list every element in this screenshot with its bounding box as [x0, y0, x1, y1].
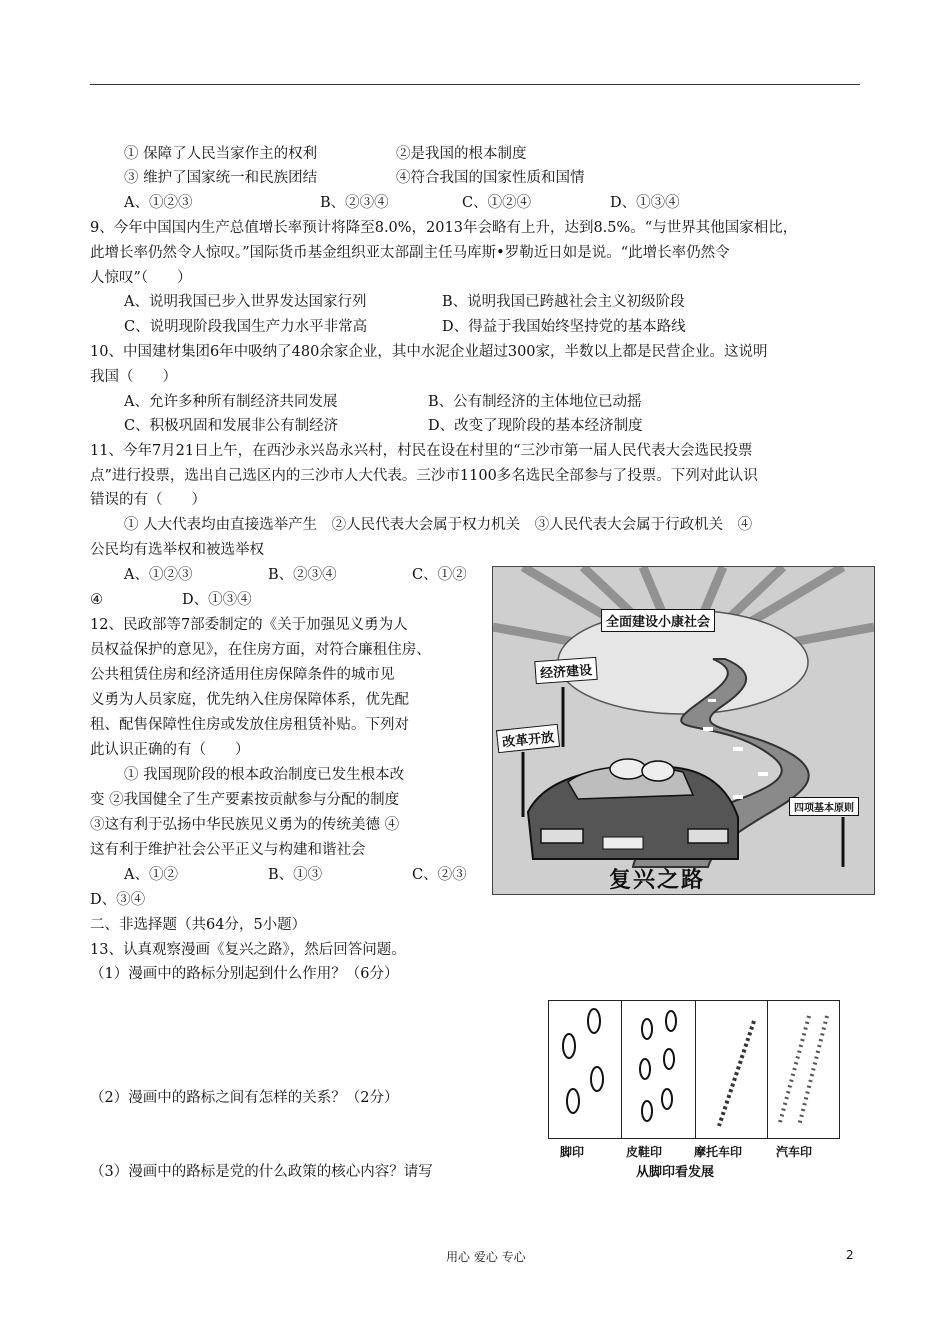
q12-line-3: 公共租赁住房和经济适用住房保障条件的城市见: [90, 667, 395, 683]
q12-line-5: 租、配售保障性住房或发放住房租赁补贴。下列对: [90, 717, 409, 733]
q9-line-2: 此增长率仍然令人惊叹。”国际货币基金组织亚太部副主任马库斯•罗勒近日如是说。“此增长率仍然令: [90, 245, 730, 261]
footprint-label-shoes: 皮鞋印: [626, 1145, 663, 1159]
q10-choice-c: C、积极巩固和发展非公有制经济: [124, 418, 339, 434]
footprint-label-motorbike: 摩托车印: [694, 1145, 743, 1159]
footprint-label-car: 汽车印: [776, 1145, 813, 1159]
q12-line-9: ③这有利于弘扬中华民族见义勇为的传统美德 ④: [90, 817, 400, 833]
q11-line-5: 公民均有选举权和被选举权: [90, 542, 264, 558]
q8-option-4: ④符合我国的国家性质和国情: [396, 170, 585, 186]
cartoon-banner: 全面建设小康社会: [601, 609, 715, 632]
q10-line-1: 10、中国建材集团6年中吸纳了480余家企业，其中水泥企业超过300家，半数以上都是民营企业。这说明: [90, 344, 768, 360]
q8-option-3: ③ 维护了国家统一和民族团结: [124, 170, 318, 186]
header-rule: [90, 84, 860, 85]
q11-choice-d: D、①③④: [182, 592, 252, 608]
footprints-figure: [548, 1000, 840, 1139]
q11-line-1: 11、今年7月21日上午，在西沙永兴岛永兴村，村民在设在村里的“三沙市第一届人民代表大会选民投票: [90, 443, 753, 459]
footprint-label-feet: 脚印: [560, 1145, 585, 1159]
q13-part-1: （1）漫画中的路标分别起到什么作用？（6分）: [90, 966, 399, 982]
cartoon-sign-economy: 经济建设: [534, 657, 597, 684]
q10-choice-d: D、改变了现阶段的基本经济制度: [428, 418, 643, 434]
q8-option-2: ②是我国的根本制度: [396, 146, 527, 162]
q12-line-4: 义勇为人员家庭，优先纳入住房保障体系，优先配: [90, 692, 409, 708]
q11-choice-c: C、①②: [412, 567, 467, 583]
q9-choice-d: D、得益于我国始终坚持党的基本路线: [442, 319, 686, 335]
q12-line-8: 变 ②我国健全了生产要素按贡献参与分配的制度: [90, 792, 400, 808]
q12-choice-d: D、③④: [90, 892, 146, 908]
q11-choice-c-continued: ④: [90, 592, 103, 608]
q12-choice-b: B、①③: [268, 867, 323, 883]
q9-line-3: 人惊叹”（ ）: [90, 270, 192, 286]
q13-part-3: （3）漫画中的路标是党的什么政策的核心内容？请写: [90, 1164, 433, 1180]
q9-choice-c: C、说明现阶段我国生产力水平非常高: [124, 319, 368, 335]
footprint-marks: [549, 1001, 839, 1138]
cartoon-sign-principles: 四项基本原则: [789, 797, 859, 816]
q8-choice-b: B、②③④: [320, 195, 389, 211]
q8-choice-a: A、①②③: [124, 195, 193, 211]
q9-line-1: 9、今年中国国内生产总值增长率预计将降至8.0%，2013年会略有上升，达到8.5%。“与世界其他国家相比，: [90, 220, 798, 236]
q12-line-2: 员权益保护的意见》，在住房方面，对符合廉租住房、: [90, 642, 431, 658]
page-number: 2: [846, 1248, 854, 1262]
q9-choice-b: B、说明我国已跨越社会主义初级阶段: [442, 294, 685, 310]
q10-line-2: 我国（ ）: [90, 369, 177, 385]
q12-choice-a: A、①②: [124, 867, 178, 883]
section-2-heading: 二、非选择题（共64分，5小题）: [90, 917, 307, 933]
q13-part-2: （2）漫画中的路标之间有怎样的关系？（2分）: [90, 1090, 399, 1106]
q10-choice-b: B、公有制经济的主体地位已动摇: [428, 394, 642, 410]
cartoon-title: 复兴之路: [609, 868, 706, 893]
q10-choice-a: A、允许多种所有制经济共同发展: [124, 394, 338, 410]
cartoon-sign-reform: 改革开放: [496, 724, 560, 753]
q11-choice-a: A、①②③: [124, 567, 193, 583]
q11-line-3: 错误的有（ ）: [90, 492, 206, 508]
q12-line-6: 此认识正确的有（ ）: [90, 742, 250, 758]
q11-line-4: ① 人大代表均由直接选举产生 ②人民代表大会属于权力机关 ③人民代表大会属于行政机关 ④: [124, 517, 753, 533]
q8-choice-c: C、①②④: [462, 195, 532, 211]
q11-line-2: 点”进行投票，选出自己选区内的三沙市人大代表。三沙市1100多名选民全部参与了投票。下列对此认识: [90, 468, 758, 484]
q11-choice-b: B、②③④: [268, 567, 337, 583]
q8-choice-d: D、①③④: [610, 195, 680, 211]
q12-line-10: 这有利于维护社会公平正义与构建和谐社会: [90, 842, 366, 858]
cartoon-road-to-rejuvenation: [492, 566, 875, 895]
q9-choice-a: A、说明我国已步入世界发达国家行列: [124, 294, 367, 310]
q12-choice-c: C、②③: [412, 867, 467, 883]
page-footer: 用心 爱心 专心: [446, 1250, 526, 1264]
q12-line-7: ① 我国现阶段的根本政治制度已发生根本改: [124, 767, 405, 783]
q13-prompt: 13、认真观察漫画《复兴之路》，然后回答问题。: [90, 942, 406, 958]
q12-line-1: 12、民政部等7部委制定的《关于加强见义勇为人: [90, 617, 408, 633]
q8-option-1: ① 保障了人民当家作主的权利: [124, 146, 318, 162]
footprints-title: 从脚印看发展: [636, 1165, 715, 1180]
